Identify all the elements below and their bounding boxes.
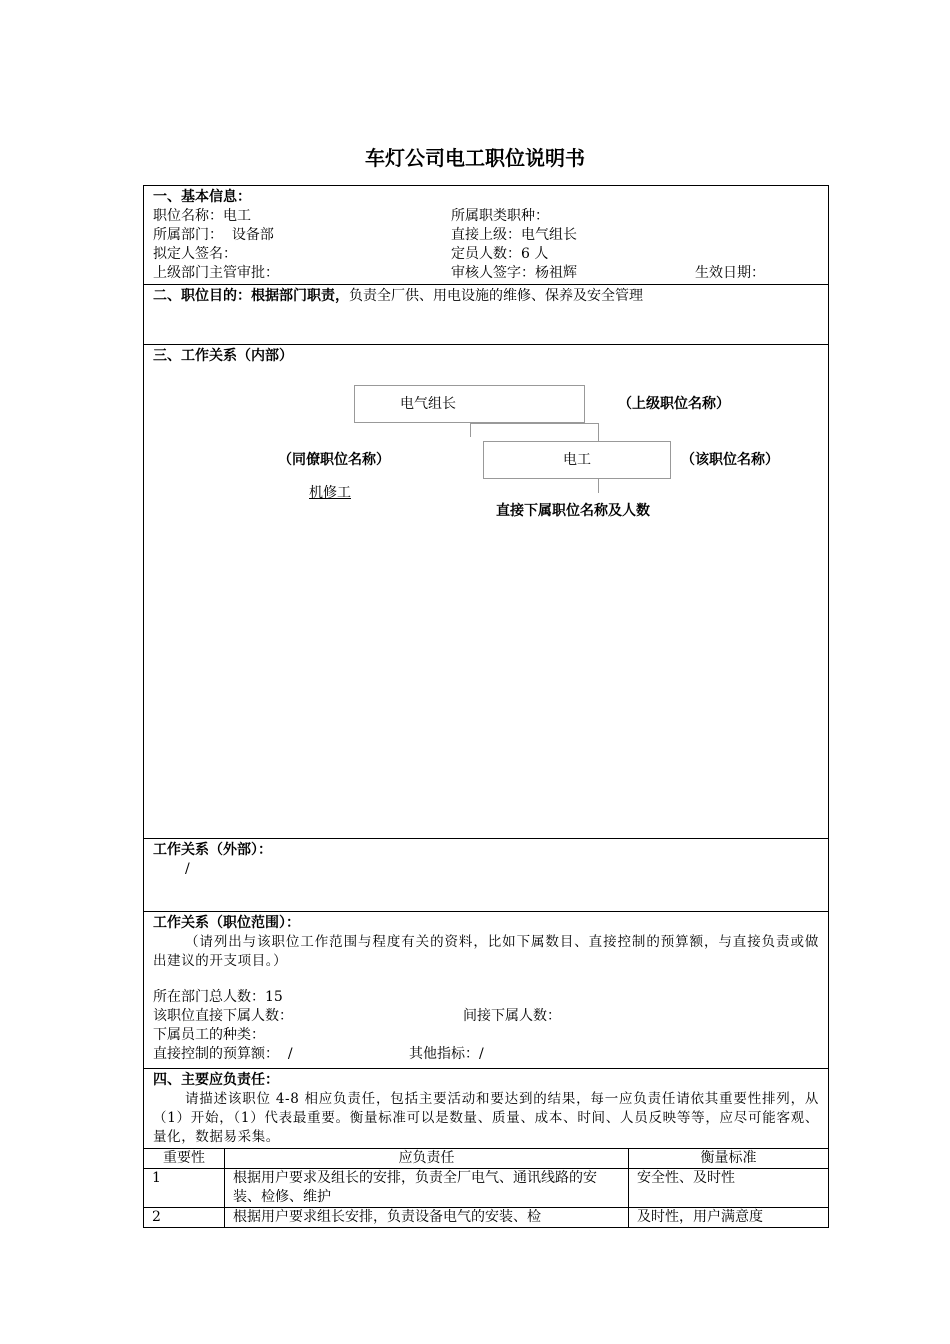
scope-section bbox=[144, 911, 828, 1068]
subordinate-label: 直接下属职位名称及人数 bbox=[496, 503, 650, 519]
dept-total-headcount: 所在部门总人数：15 bbox=[153, 989, 283, 1005]
self-position-name: 电工 bbox=[563, 452, 591, 468]
table-header-row bbox=[144, 1149, 828, 1169]
external-relations-section bbox=[144, 838, 828, 911]
table-row bbox=[144, 1208, 828, 1228]
peer-position-label: （同僚职位名称） bbox=[278, 452, 390, 468]
internal-relations-section bbox=[144, 344, 828, 838]
other-indicators: 其他指标：/ bbox=[409, 1046, 484, 1062]
drafter-signature: 拟定人签名： bbox=[153, 246, 237, 262]
page-title: 车灯公司电工职位说明书 bbox=[365, 146, 585, 170]
col-standard-header: 衡量标准 bbox=[629, 1149, 829, 1169]
row-standard: 及时性，用户满意度 bbox=[629, 1208, 829, 1228]
headcount: 定员人数：6 人 bbox=[451, 246, 549, 262]
self-position-label: （该职位名称） bbox=[681, 452, 779, 468]
external-relations-value: / bbox=[185, 861, 190, 877]
external-relations-heading: 工作关系（外部）： bbox=[153, 842, 272, 858]
connector-line bbox=[470, 423, 471, 437]
peer-position-name: 机修工 bbox=[309, 485, 351, 501]
basic-info-section bbox=[144, 186, 828, 284]
job-description-form bbox=[143, 185, 829, 1228]
subordinate-types: 下属员工的种类： bbox=[153, 1027, 265, 1043]
purpose-section bbox=[144, 284, 828, 344]
purpose-text: 负责全厂供、用电设施的维修、保养及安全管理 bbox=[349, 288, 643, 304]
superior-position-box bbox=[354, 385, 585, 423]
row-importance: 1 bbox=[144, 1169, 225, 1208]
col-importance-header: 重要性 bbox=[144, 1149, 225, 1169]
responsibilities-instruction: 请描述该职位 4-8 相应负责任，包括主要活动和要达到的结果，每一应负责任请依其重要性排列，从（1）开始，（1）代表最重要。衡量标准可以是数量、质量、成本、时间、人员反映等等，应尽可能客观、量化，数据易采集。 bbox=[153, 1091, 819, 1145]
table-row bbox=[144, 1169, 828, 1208]
effective-date: 生效日期： bbox=[695, 265, 765, 281]
row-standard: 安全性、及时性 bbox=[629, 1169, 829, 1208]
internal-relations-heading: 三、工作关系（内部） bbox=[153, 348, 293, 364]
scope-heading: 工作关系（职位范围）： bbox=[153, 915, 300, 931]
controlled-budget: 直接控制的预算额： / bbox=[153, 1046, 293, 1062]
superior-position-name: 电气组长 bbox=[400, 396, 456, 412]
purpose-heading: 二、职位目的：根据部门职责， bbox=[153, 288, 349, 304]
basic-info-heading: 一、基本信息： bbox=[153, 189, 251, 205]
col-duty-header: 应负责任 bbox=[225, 1149, 629, 1169]
dept-approval: 上级部门主管审批： bbox=[153, 265, 279, 281]
connector-line bbox=[598, 479, 599, 493]
responsibilities-section bbox=[144, 1068, 828, 1227]
row-importance: 2 bbox=[144, 1208, 225, 1228]
direct-supervisor: 直接上级：电气组长 bbox=[451, 227, 577, 243]
job-family: 所属职类职种： bbox=[451, 208, 549, 224]
position-name: 职位名称：电工 bbox=[153, 208, 251, 224]
row-duty: 根据用户要求组长安排，负责设备电气的安装、检 bbox=[225, 1208, 629, 1228]
scope-instruction: （请列出与该职位工作范围与程度有关的资料，比如下属数目、直接控制的预算额，与直接负责或做出建议的开支项目。） bbox=[153, 934, 819, 969]
direct-subordinates: 该职位直接下属人数： bbox=[153, 1008, 293, 1024]
responsibilities-heading: 四、主要应负责任： bbox=[153, 1072, 279, 1088]
superior-position-label: （上级职位名称） bbox=[618, 396, 730, 412]
connector-line bbox=[470, 423, 598, 424]
row-duty: 根据用户要求及组长的安排，负责全厂电气、通讯线路的安装、检修、维护 bbox=[225, 1169, 629, 1208]
department: 所属部门： 设备部 bbox=[153, 227, 274, 243]
indirect-subordinates: 间接下属人数： bbox=[463, 1008, 561, 1024]
responsibilities-table bbox=[144, 1148, 828, 1227]
reviewer-signature: 审核人签字：杨祖辉 bbox=[451, 265, 577, 281]
connector-line bbox=[598, 423, 599, 441]
